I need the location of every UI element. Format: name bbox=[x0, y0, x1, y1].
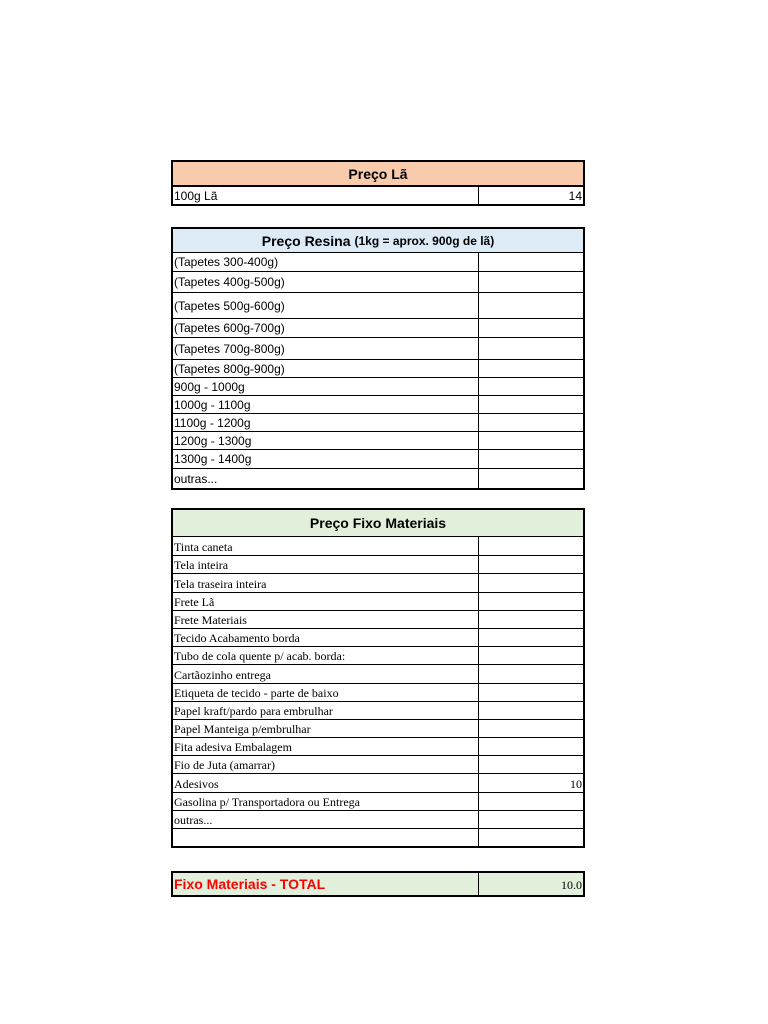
table-row bbox=[173, 537, 583, 555]
table-row bbox=[173, 664, 583, 682]
total-table bbox=[171, 871, 585, 897]
cell-value[interactable] bbox=[479, 720, 583, 737]
table-row bbox=[173, 701, 583, 719]
cell-label[interactable]: (Tapetes 600g-700g) bbox=[173, 319, 479, 337]
cell-label[interactable]: Gasolina p/ Transportadora ou Entrega bbox=[173, 793, 479, 810]
cell-label[interactable]: Tubo de cola quente p/ acab. borda: bbox=[173, 647, 479, 664]
cell-label[interactable]: (Tapetes 300-400g) bbox=[173, 253, 479, 271]
preco-resina-table bbox=[171, 227, 585, 490]
cell-value[interactable] bbox=[479, 319, 583, 337]
cell-label[interactable]: Frete Materiais bbox=[173, 611, 479, 628]
cell-value[interactable] bbox=[479, 629, 583, 646]
cell-label[interactable]: 1300g - 1400g bbox=[173, 450, 479, 468]
cell-value[interactable] bbox=[479, 756, 583, 773]
table-row bbox=[173, 271, 583, 292]
preco-fixo-title: Preço Fixo Materiais bbox=[173, 510, 583, 537]
cell-value[interactable] bbox=[479, 829, 583, 846]
cell-label[interactable]: (Tapetes 700g-800g) bbox=[173, 338, 479, 359]
cell-value[interactable] bbox=[479, 611, 583, 628]
total-row bbox=[173, 873, 583, 895]
cell-value[interactable] bbox=[479, 293, 583, 318]
total-value[interactable]: 10.0 bbox=[561, 878, 582, 892]
cell-label[interactable]: Tela traseira inteira bbox=[173, 574, 479, 591]
table-row bbox=[173, 468, 583, 488]
table-row bbox=[173, 737, 583, 755]
cell-value[interactable] bbox=[479, 647, 583, 664]
cell-label[interactable]: Fio de Juta (amarrar) bbox=[173, 756, 479, 773]
cell-label[interactable]: Adesivos bbox=[173, 774, 479, 791]
table-row bbox=[173, 186, 583, 204]
cell-value[interactable] bbox=[479, 469, 583, 488]
cell-value[interactable] bbox=[479, 432, 583, 449]
cell-value[interactable] bbox=[479, 738, 583, 755]
table-row bbox=[173, 431, 583, 449]
preco-fixo-table bbox=[171, 508, 585, 848]
cell-value[interactable] bbox=[479, 272, 583, 292]
cell-value[interactable] bbox=[479, 253, 583, 271]
cell-label[interactable]: Etiqueta de tecido - parte de baixo bbox=[173, 684, 479, 701]
cell-value[interactable] bbox=[479, 574, 583, 591]
table-row bbox=[173, 359, 583, 377]
cell-label[interactable]: (Tapetes 800g-900g) bbox=[173, 360, 479, 377]
table-row bbox=[173, 253, 583, 271]
cell-label[interactable]: Tinta caneta bbox=[173, 537, 479, 555]
preco-la-title: Preço Lã bbox=[173, 162, 583, 186]
cell-value[interactable] bbox=[479, 684, 583, 701]
table-row bbox=[173, 646, 583, 664]
table-row bbox=[173, 318, 583, 337]
cell-value[interactable] bbox=[479, 665, 583, 682]
table-row bbox=[173, 810, 583, 828]
cell-value[interactable] bbox=[479, 338, 583, 359]
cell-label[interactable]: Tela inteira bbox=[173, 556, 479, 573]
table-row bbox=[173, 573, 583, 591]
cell-value[interactable] bbox=[479, 396, 583, 413]
cell-label[interactable]: Fita adesiva Embalagem bbox=[173, 738, 479, 755]
table-row bbox=[173, 292, 583, 318]
cell-value[interactable]: 10 bbox=[570, 776, 582, 791]
cell-value[interactable] bbox=[479, 414, 583, 431]
table-row bbox=[173, 792, 583, 810]
cell-label[interactable] bbox=[173, 829, 479, 846]
table-row bbox=[173, 828, 583, 846]
total-label[interactable]: Fixo Materiais - TOTAL bbox=[173, 873, 479, 895]
table-row bbox=[173, 592, 583, 610]
table-row bbox=[173, 555, 583, 573]
cell-label[interactable]: 1200g - 1300g bbox=[173, 432, 479, 449]
cell-value[interactable] bbox=[479, 702, 583, 719]
cell-value[interactable] bbox=[479, 537, 583, 555]
cell-value[interactable]: 14 bbox=[568, 188, 582, 203]
cell-value[interactable] bbox=[479, 378, 583, 395]
table-row bbox=[173, 683, 583, 701]
preco-la-table bbox=[171, 160, 585, 206]
table-row bbox=[173, 628, 583, 646]
table-row bbox=[173, 755, 583, 773]
cell-label[interactable]: Papel Manteiga p/embrulhar bbox=[173, 720, 479, 737]
cell-label[interactable]: Papel kraft/pardo para embrulhar bbox=[173, 702, 479, 719]
cell-label[interactable]: 900g - 1000g bbox=[173, 378, 479, 395]
cell-label[interactable]: 1100g - 1200g bbox=[173, 414, 479, 431]
table-row bbox=[173, 610, 583, 628]
cell-label[interactable]: (Tapetes 500g-600g) bbox=[173, 293, 479, 318]
table-row bbox=[173, 719, 583, 737]
table-row bbox=[173, 449, 583, 468]
table-row bbox=[173, 395, 583, 413]
cell-label[interactable]: outras... bbox=[173, 469, 479, 488]
table-row bbox=[173, 413, 583, 431]
cell-label[interactable]: 100g Lã bbox=[173, 187, 479, 204]
cell-value[interactable] bbox=[479, 593, 583, 610]
table-row bbox=[173, 337, 583, 359]
preco-resina-header bbox=[173, 229, 583, 253]
table-row bbox=[173, 773, 583, 791]
cell-value[interactable] bbox=[479, 811, 583, 828]
preco-resina-subtitle: (1kg = aprox. 900g de lã) bbox=[354, 233, 495, 248]
preco-resina-title: Preço Resina bbox=[261, 232, 351, 249]
cell-value[interactable] bbox=[479, 360, 583, 377]
cell-value[interactable] bbox=[479, 556, 583, 573]
table-row bbox=[173, 377, 583, 395]
cell-label[interactable]: (Tapetes 400g-500g) bbox=[173, 272, 479, 292]
cell-label[interactable]: Cartãozinho entrega bbox=[173, 665, 479, 682]
cell-value[interactable] bbox=[479, 793, 583, 810]
cell-label[interactable]: 1000g - 1100g bbox=[173, 396, 479, 413]
cell-label[interactable]: Tecido Acabamento borda bbox=[173, 629, 479, 646]
cell-value[interactable] bbox=[479, 450, 583, 468]
cell-label[interactable]: outras... bbox=[173, 811, 479, 828]
cell-label[interactable]: Frete Lã bbox=[173, 593, 479, 610]
